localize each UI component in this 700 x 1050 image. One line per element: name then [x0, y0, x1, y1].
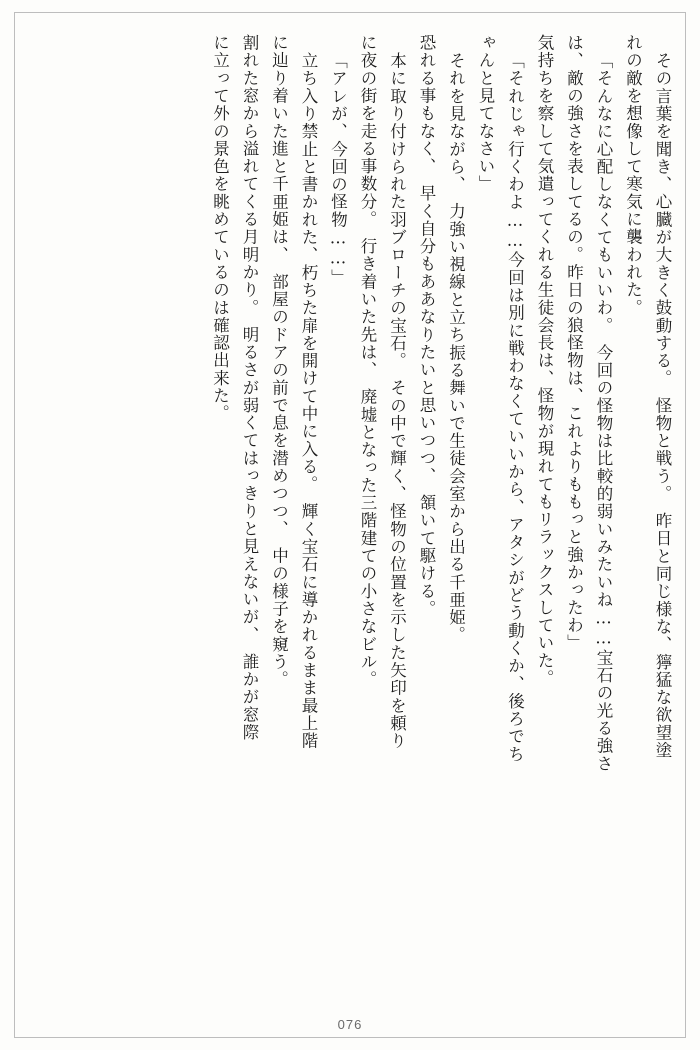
vertical-text-body [30, 34, 670, 989]
text-line: ゃんと見てなさい」 [476, 34, 495, 193]
text-line: 恐れる事もなく、 早く自分もああなりたいと思いつつ、 頷いて駆ける。 [417, 34, 436, 618]
text-line: 割れた窓から溢れてくる月明かり。 明るさが弱くてはっきりと見えないが、 誰かが窓際 [240, 34, 259, 742]
text-line: 「そんなに心配しなくてもいいわ。 今回の怪物は比較的弱いみたいね……宝石の光る強さ [594, 52, 613, 773]
text-line: 本に取り付けられた羽ブローチの宝石。 その中で輝く、怪物の位置を示した矢印を頼り [387, 52, 407, 750]
text-line: 「アレが、今回の怪物……」 [328, 52, 348, 287]
text-line: 「それじゃ行くわよ……今回は別に戦わなくていいから、アタシがどう動くか、後ろでち [505, 52, 525, 763]
text-line: その言葉を聞き、心臓が大きく鼓動する。 怪物と戦う。 昨日と同じ様な、獰猛な欲望塗 [653, 52, 672, 760]
text-line: は、敵の強さを表してるの。昨日の狼怪物は、これよりももっと強かったわ」 [564, 34, 584, 652]
text-line: に立って外の景色を眺めているのは確認出来た。 [210, 34, 230, 423]
text-line: それを見ながら、 力強い視線と立ち振る舞いで生徒会室から出る千亜姫。 [446, 52, 466, 644]
text-line: れの敵を想像して寒気に襲われた。 [623, 34, 643, 317]
text-line: 気持ちを察して気遣ってくれる生徒会長は、怪物が現れてもリラックスしていた。 [535, 34, 554, 688]
text-line: に辿り着いた進と千亜姫は、 部屋のドアの前で息を潜めつつ、 中の様子を窺う。 [269, 34, 289, 689]
page-number: 076 [337, 1017, 363, 1032]
text-line: に夜の街を走る事数分。 行き着いた先は、 廃墟となった三階建ての小さなビル。 [358, 34, 377, 689]
text-line: 立ち入り禁止と書かれた、朽ちた扉を開けて中に入る。 輝く宝石に導かれるまま最上階 [299, 52, 318, 750]
